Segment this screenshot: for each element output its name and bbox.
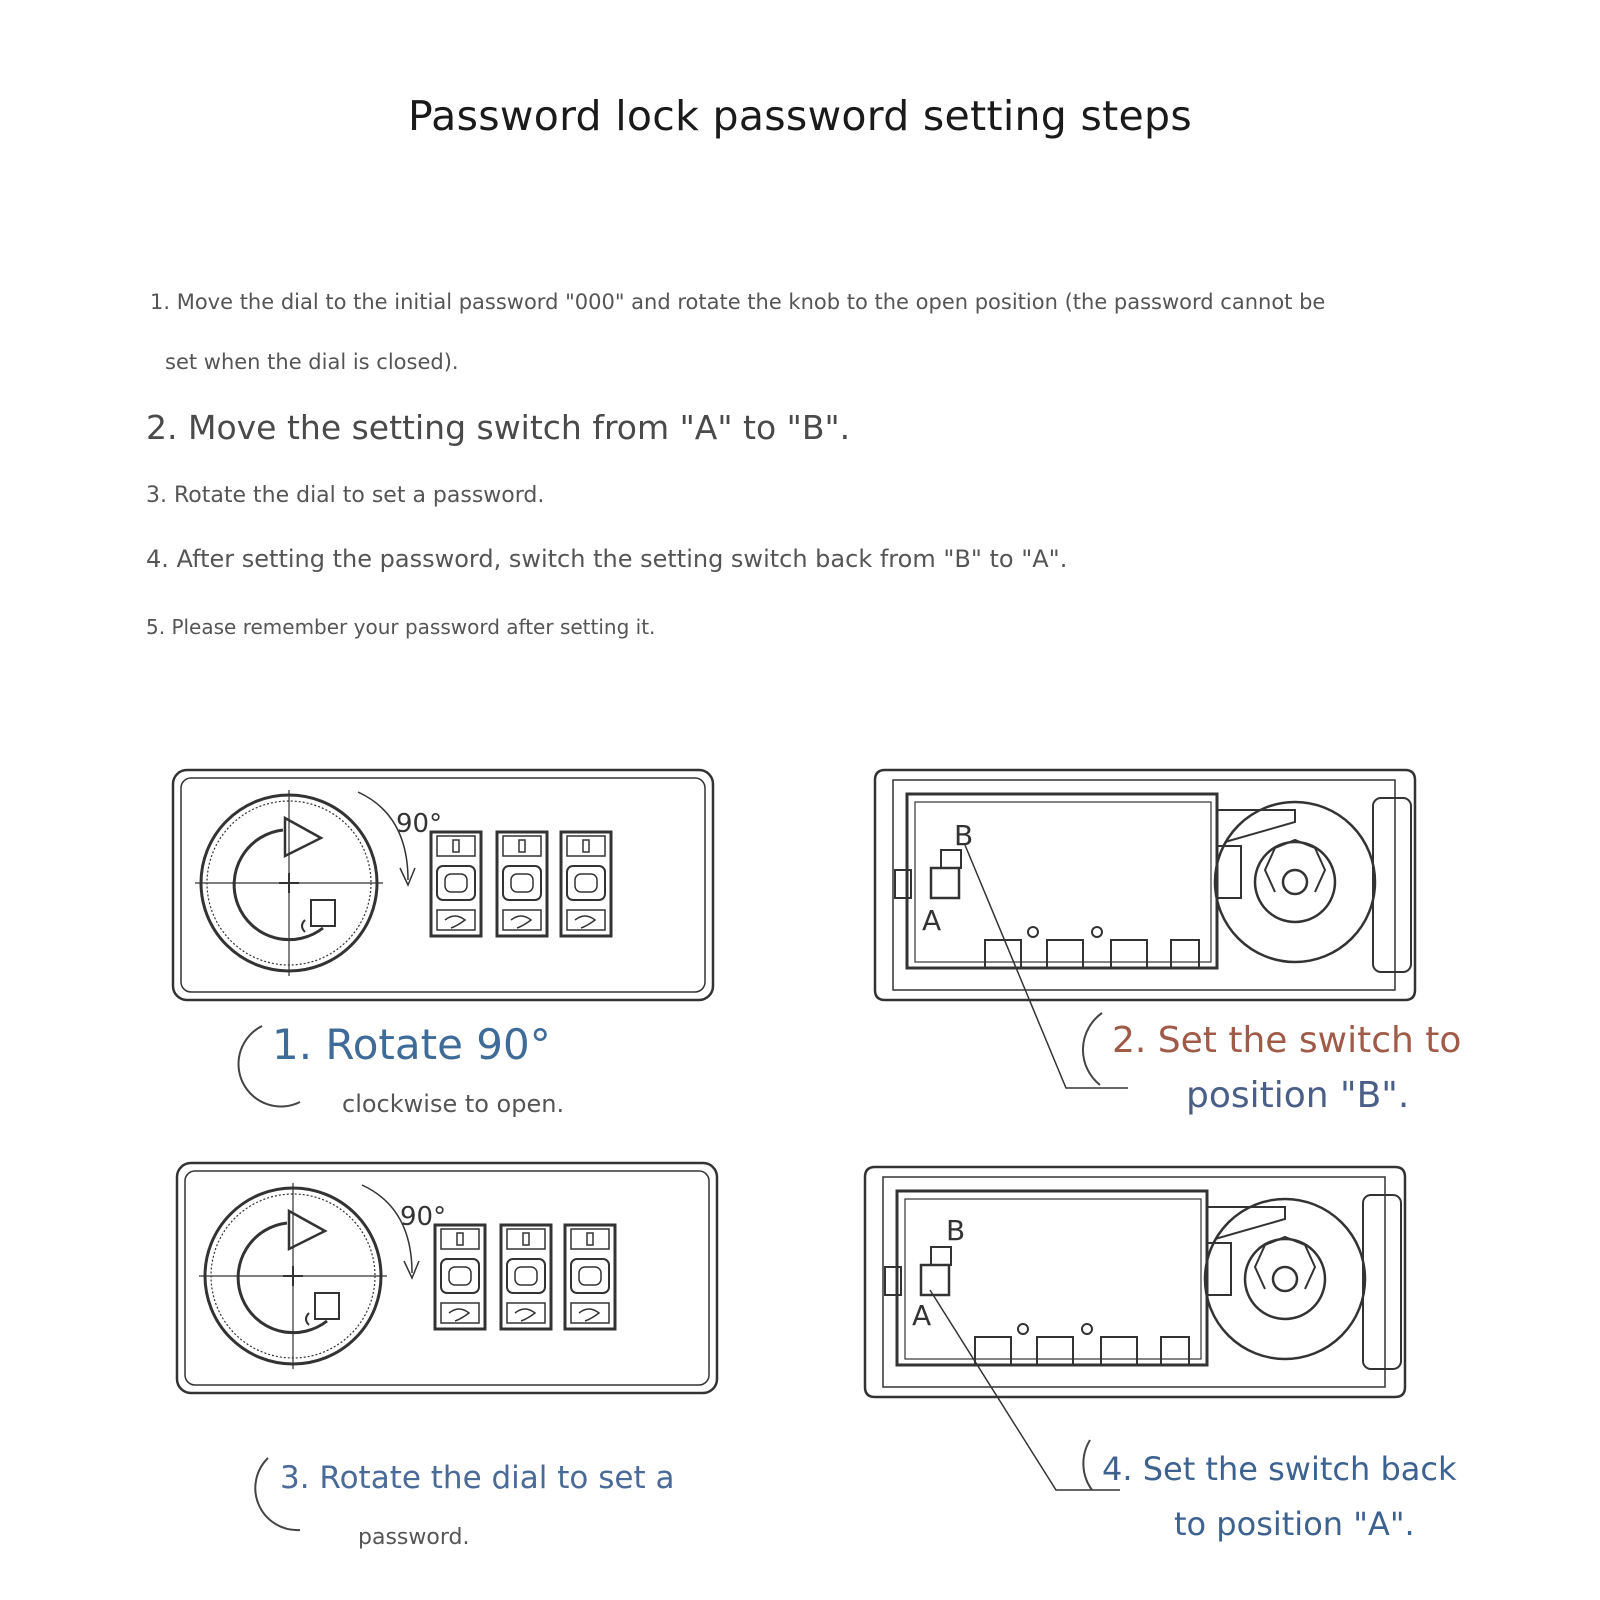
caption-3-title: 3. Rotate the dial to set a [280,1460,675,1496]
leader-line-2 [930,1290,1120,1490]
lock-back-diagram-1 [875,770,1415,1000]
caption-1-title: 1. Rotate 90° [272,1020,551,1069]
switch-b-label-2: B [946,1214,966,1247]
step-3: 3. Rotate the dial to set a password. [146,483,545,508]
switch-b-label-1: B [954,819,974,852]
caption-2-subtitle: position "B". [1186,1075,1410,1116]
angle-label-2: 90° [400,1202,447,1232]
lock-back-diagram-2 [865,1167,1405,1397]
angle-label-1: 90° [396,809,443,839]
caption-arc-4 [1083,1440,1092,1490]
caption-1-subtitle: clockwise to open. [342,1090,565,1118]
step-1-line-2: set when the dial is closed). [165,350,459,374]
caption-4-subtitle: to position "A". [1174,1505,1415,1543]
switch-a-label-1: A [922,904,942,937]
caption-arc-2 [1083,1013,1102,1085]
step-5: 5. Please remember your password after setting it. [146,615,656,639]
caption-4-title: 4. Set the switch back [1102,1450,1457,1488]
lock-front-diagram-2 [177,1163,717,1393]
lock-front-diagram-1 [173,770,713,1000]
page-title: Password lock password setting steps [407,92,1193,140]
caption-2-title: 2. Set the switch to [1112,1020,1462,1061]
step-2: 2. Move the setting switch from "A" to "B". [146,408,851,447]
step-4: 4. After setting the password, switch the setting switch back from "B" to "A". [146,545,1068,573]
switch-a-label-2: A [912,1299,932,1332]
caption-3-subtitle: password. [358,1525,470,1550]
step-1-line-1: 1. Move the dial to the initial password "000" and rotate the knob to the open position (the password cannot be [150,290,1326,314]
